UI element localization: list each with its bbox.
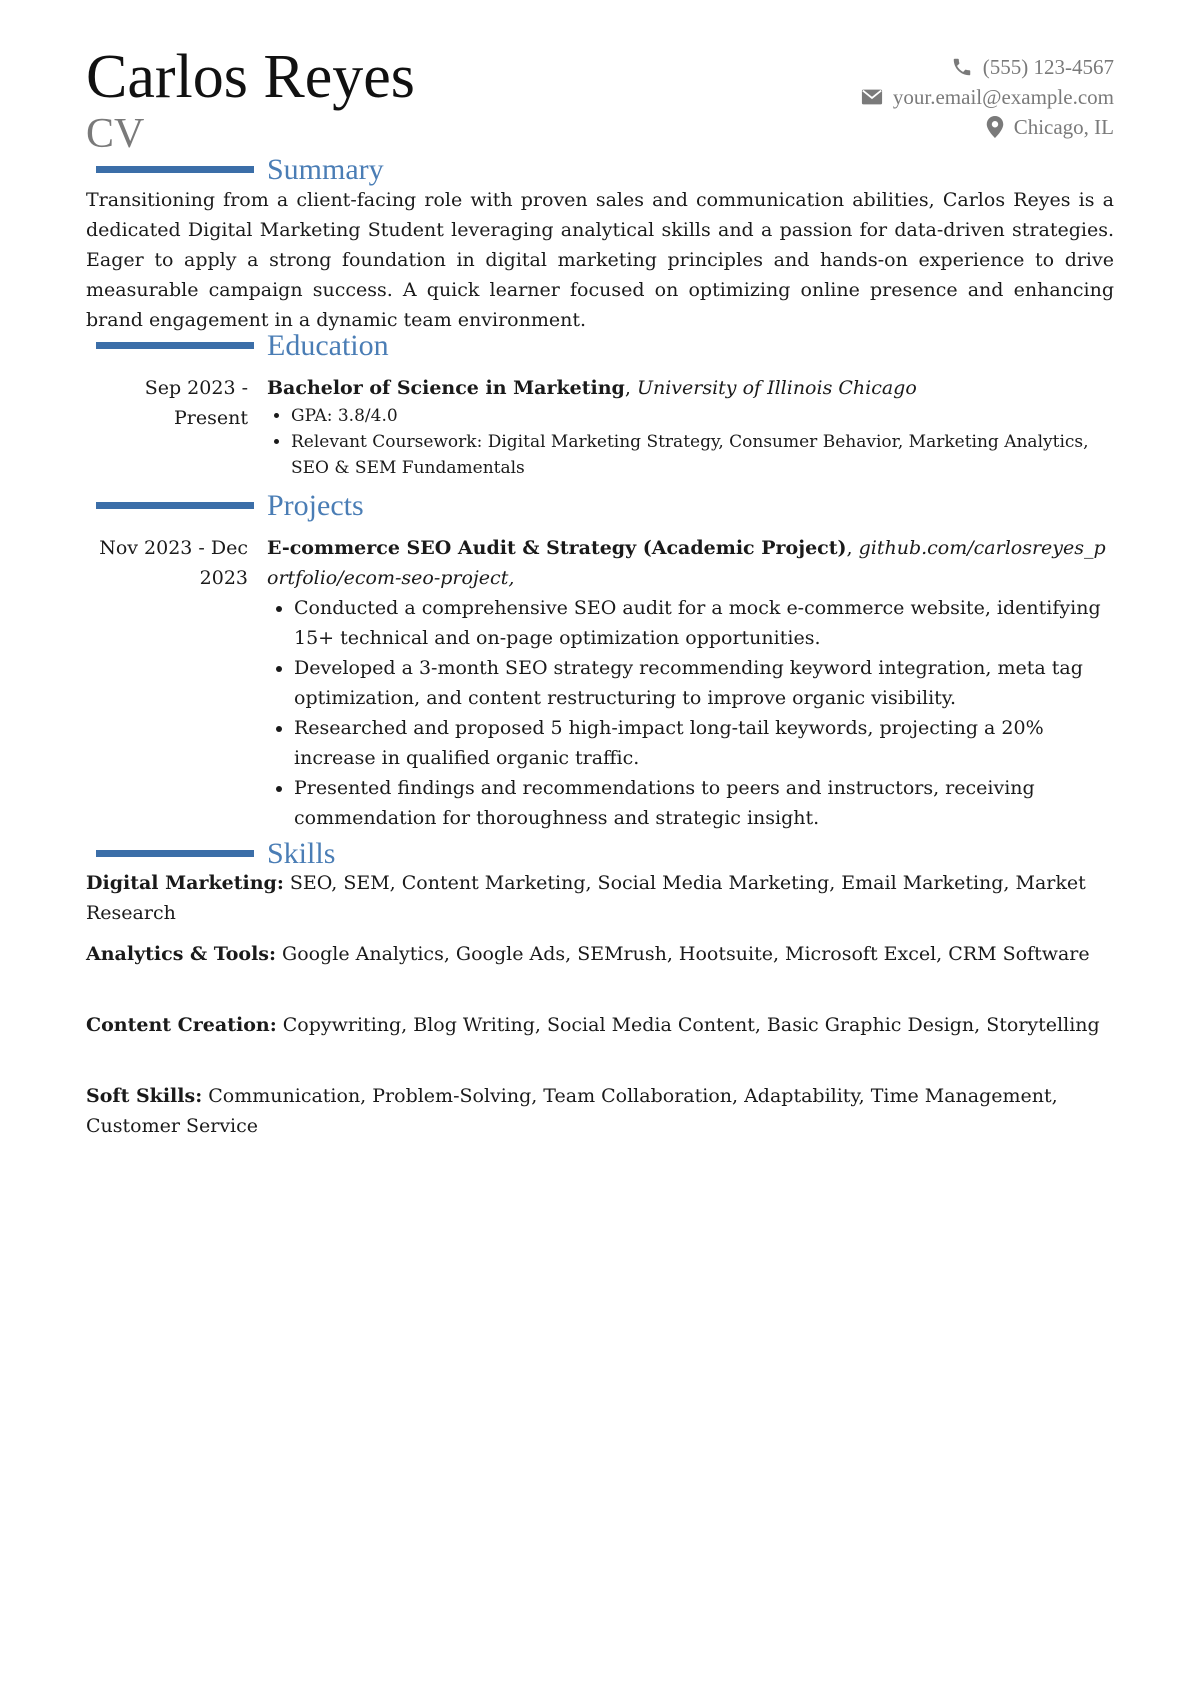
skill-label: Analytics & Tools: <box>86 943 276 965</box>
skill-group-analytics-tools <box>86 939 1114 969</box>
skill-group-soft-skills <box>86 1081 1114 1141</box>
summary-title: Summary <box>267 153 384 186</box>
candidate-name: Carlos Reyes <box>86 43 415 111</box>
education-entry <box>267 373 1114 481</box>
email-text[interactable]: your.email@example.com <box>892 85 1114 109</box>
contact-location <box>861 112 1114 142</box>
skill-label: Digital Marketing: <box>86 872 284 894</box>
project-bullets <box>267 593 1114 833</box>
list-item: • Researched and proposed 5 high-impact long-tail keywords, projecting a 20% increase in qualified organic traffic. <box>294 713 1114 773</box>
degree-name: Bachelor of Science in Marketing <box>267 377 625 399</box>
skill-items: Communication, Problem-Solving, Team Collaboration, Adaptability, Time Management, Customer Service <box>86 1085 1058 1137</box>
project-name: E-commerce SEO Audit & Strategy (Academic Project) <box>267 537 847 559</box>
list-item: • Conducted a comprehensive SEO audit for a mock e-commerce website, identifying 15+ technical and on-page optimization opportunities. <box>294 593 1114 653</box>
projects-section-header <box>86 488 1114 524</box>
envelope-icon <box>861 88 883 106</box>
skill-label: Content Creation: <box>86 1014 277 1036</box>
contact-email <box>861 82 1114 112</box>
phone-text[interactable]: (555) 123-4567 <box>982 55 1114 79</box>
education-date: Sep 2023 - Present <box>144 377 248 429</box>
education-section-header <box>86 328 1114 364</box>
projects-title: Projects <box>267 489 364 522</box>
section-accent-bar <box>96 342 254 349</box>
education-title: Education <box>267 329 389 362</box>
skills-section-header <box>86 836 1114 872</box>
list-item: • Presented findings and recommendations to peers and instructors, receiving commendation for thoroughness and strategic insight. <box>294 773 1114 833</box>
contact-phone <box>861 52 1114 82</box>
skill-items: Copywriting, Blog Writing, Social Media Content, Basic Graphic Design, Storytelling <box>282 1014 1100 1036</box>
list-item: • GPA: 3.8/4.0 <box>291 403 1114 429</box>
section-accent-bar <box>96 502 254 509</box>
document-subtitle: CV <box>86 111 145 157</box>
skill-label: Soft Skills: <box>86 1085 203 1107</box>
skill-items: Google Analytics, Google Ads, SEMrush, Hootsuite, Microsoft Excel, CRM Software <box>282 943 1090 965</box>
section-accent-bar <box>96 166 254 173</box>
project-date: Nov 2023 - Dec 2023 <box>99 537 248 589</box>
summary-text: Transitioning from a client-facing role with proven sales and communication abilities, Carlos Reyes is a dedicated Digital Marketing Student leveraging analytical skills and a passion for data-driven strategies. Eager to apply a strong foundation in digital marketing principles and hands-on experience to drive measurable campaign success. A quick learner focused on optimizing online presence and enhancing brand engagement in a dynamic team environment. <box>86 189 1114 331</box>
location-text: Chicago, IL <box>1013 115 1114 139</box>
summary-section-header <box>86 152 1114 188</box>
institution-name: University of Illinois Chicago <box>636 377 917 399</box>
skill-group-digital-marketing <box>86 868 1114 928</box>
project-link[interactable]: github.com/carlosreyes_portfolio/ecom-seo-project, <box>267 537 1106 589</box>
phone-icon <box>951 56 973 78</box>
project-title-line: E-commerce SEO Audit & Strategy (Academic Project), github.com/carlosreyes_portfolio/ecom-seo-project, <box>267 537 1106 589</box>
list-item: • Developed a 3-month SEO strategy recommending keyword integration, meta tag optimization, and content restructuring to improve organic visibility. <box>294 653 1114 713</box>
project-entry <box>267 533 1114 833</box>
list-item: • Relevant Coursework: Digital Marketing Strategy, Consumer Behavior, Marketing Analytics, SEO & SEM Fundamentals <box>291 429 1114 481</box>
education-title-line: Bachelor of Science in Marketing, University of Illinois Chicago <box>267 377 917 399</box>
skills-title: Skills <box>267 837 336 870</box>
skill-group-content-creation <box>86 1010 1114 1040</box>
contact-block <box>861 52 1114 142</box>
section-accent-bar <box>96 850 254 857</box>
skill-items: SEO, SEM, Content Marketing, Social Media Marketing, Email Marketing, Market Research <box>86 872 1086 924</box>
education-bullets <box>267 403 1114 481</box>
map-pin-icon <box>986 116 1004 138</box>
